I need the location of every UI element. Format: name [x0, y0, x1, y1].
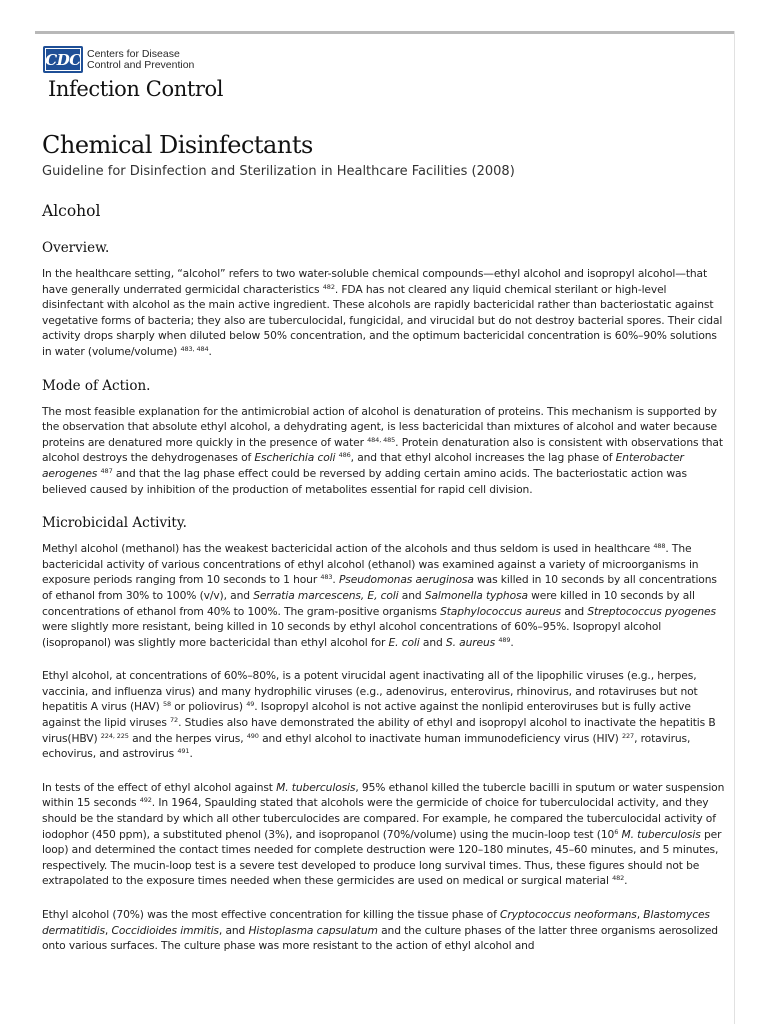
text-run: The most feasible explanation for the antimicrobial action of alcohol is denaturation of proteins. This mechanism is supported by the observation that absolute ethyl alcohol, a dehydrating agent, is less bactericidal than mixtures of alcohol and water because proteins are denatured more quickly in the presence of water [42, 404, 717, 449]
reference-citation: 482 [612, 874, 625, 883]
logo-line-2: Control and Prevention [87, 58, 195, 71]
text-run: and [419, 635, 446, 649]
article [42, 130, 726, 954]
text-run: were killed in 10 seconds by all concentrations of ethanol from 40% to 100%. The gram-positive organisms [42, 588, 695, 618]
text-run: and that the lag phase effect could be reversed by adding certain amino acids. The bacteriostatic action was believed caused by inhibition of the production of metabolites essential for rapid cell division. [42, 466, 687, 496]
text-run: or poliovirus) [170, 700, 247, 714]
body-paragraph [42, 266, 726, 360]
text-run: Ethyl alcohol, at concentrations of 60%–80%, is a potent virucidal agent inactivating all of the lipophilic viruses (e.g., herpes, vaccinia, and influenza virus) and many hydrophilic viruses (e.g., adenovirus, enterovirus, rhinovirus, and rotaviruses but not hepatitis A virus (HAV) [42, 669, 698, 714]
text-run: were slightly more resistant, being killed in 10 seconds by ethyl alcohol concentrations of 60%–95%. Isopropyl alcohol (isopropanol) was slightly more bactericidal than ethyl alcohol for [42, 620, 662, 649]
text-run: , [104, 923, 112, 937]
body-paragraph [42, 404, 726, 498]
reference-citation: 491 [177, 747, 190, 756]
reference-citation: 490 [246, 731, 259, 740]
text-run: , rotavirus, echovirus, and astrovirus [42, 731, 691, 761]
text-run: . FDA has not cleared any liquid chemical sterilant or high-level disinfectant with alcohol as the main active ingredient. These alcohols are rapidly bactericidal rather than bacteriostatic against vegetative forms of bacteria; they also are tuberculocidal, fungicidal, and virucidal but do not destroy bacterial spores. Their cidal activity drops sharply when diluted below 50% concentration, and the optimum bactericidal concentration is 60%–90% solutions in water (volume/volume) [42, 282, 723, 358]
cdc-logo-mark: CDC [43, 46, 83, 73]
text-run: In tests of the effect of ethyl alcohol against [42, 780, 277, 794]
text-run: . [624, 874, 628, 888]
reference-citation: 49 [246, 700, 255, 709]
text-run: and [561, 604, 588, 618]
subsection-heading: Microbicidal Activity. [42, 515, 187, 532]
reference-citation: 489 [498, 635, 511, 644]
text-run: . [510, 635, 514, 649]
organism-name: Blastomyces dermatitidis [42, 908, 710, 937]
text-run: . [332, 573, 339, 587]
text-run: . In 1964, Spaulding stated that alcohols were the germicide of choice for tuberculocidal activity, and they should be the standard by which all other tuberculocides are compared. For example, he compared the tuberculocidal activity of iodophor (450 ppm), a substituted phenol (3%), and isopropanol (70%/volume) using the mucin-loop test (10 [42, 796, 716, 841]
text-run: . The bactericidal activity of various concentrations of ethyl alcohol (ethanol) was examined against a variety of microorganisms in exposure periods ranging from 10 seconds to 1 hour [42, 542, 699, 587]
reference-citation: 72 [170, 716, 179, 725]
organism-name: Salmonella typhosa [424, 588, 528, 602]
organism-name: Coccidioides immitis [111, 923, 219, 937]
subsection-heading: Mode of Action. [42, 377, 151, 394]
reference-citation: 227 [622, 731, 635, 740]
organism-name: S. aureus [445, 635, 496, 649]
organism-name: Streptococcus pyogenes [587, 604, 716, 618]
sections-container [42, 238, 726, 954]
organism-name: M. tuberculosis [276, 780, 356, 794]
text-run: and the herpes virus, [128, 731, 247, 745]
reference-citation: 483 [320, 573, 333, 582]
reference-citation: 486 [338, 451, 351, 460]
reference-citation: 482 [322, 282, 335, 291]
text-run: and [398, 588, 425, 602]
text-run: and the culture phases of the latter three organisms aerosolized onto various surfaces. The culture phase was more resistant to the action of ethyl alcohol and [42, 923, 718, 953]
subsection-heading: Overview. [42, 240, 110, 256]
site-title[interactable]: Infection Control [48, 77, 224, 101]
organism-name: Pseudomonas aeruginosa [338, 573, 474, 587]
text-run: Methyl alcohol (methanol) has the weakest bactericidal action of the alcohols and thus seldom is used in healthcare [42, 542, 654, 556]
body-paragraph [42, 668, 726, 762]
organism-name: E. coli [388, 635, 420, 649]
right-border [734, 31, 735, 1024]
page-title: Chemical Disinfectants [42, 131, 313, 159]
text-run: . Protein denaturation also is consistent with observations that alcohol destroys the dehydrogenases of [42, 435, 723, 465]
organism-name: Staphylococcus aureus [440, 604, 561, 618]
reference-citation: 483, 484 [180, 344, 209, 353]
cdc-logo-text [87, 49, 194, 71]
text-run: Ethyl alcohol (70%) was the most effective concentration for killing the tissue phase of [42, 908, 500, 921]
text-run: , [636, 908, 644, 921]
organism-name: Enterobacter aerogenes [42, 451, 684, 480]
reference-citation: 492 [139, 796, 152, 805]
organism-name: Escherichia coli [254, 451, 336, 465]
reference-citation: 487 [100, 466, 113, 475]
reference-citation: 224, 225 [100, 731, 129, 740]
logo-line-1: Centers for Disease [87, 47, 180, 60]
text-run: . [208, 344, 212, 358]
page-subtitle: Guideline for Disinfection and Sterilization in Healthcare Facilities (2008) [42, 164, 515, 179]
section-heading-alcohol: Alcohol [42, 202, 101, 220]
text-run: . Isopropyl alcohol is not active against the nonlipid enteroviruses but is fully active against the lipid viruses [42, 700, 691, 730]
body-paragraph [42, 780, 726, 889]
top-divider [35, 31, 735, 34]
text-run: , and that ethyl alcohol increases the lag phase of [350, 451, 616, 465]
body-paragraph [42, 541, 726, 650]
organism-name: Histoplasma capsulatum [248, 923, 378, 937]
text-run: In the healthcare setting, “alcohol” refers to two water-soluble chemical compounds—ethyl alcohol and isopropyl alcohol—that have generally underrated germicidal characteristics [42, 267, 708, 296]
reference-citation: 58 [162, 700, 171, 709]
organism-name: Cryptococcus neoformans [500, 908, 637, 921]
reference-citation: 6 [614, 827, 619, 836]
body-paragraph [42, 907, 726, 954]
reference-citation: 484, 485 [367, 435, 396, 444]
text-run: . [189, 747, 193, 761]
reference-citation: 488 [653, 542, 666, 551]
cdc-logo[interactable] [43, 46, 194, 73]
organism-name: M. tuberculosis [621, 827, 701, 841]
text-run: . Studies also have demonstrated the ability of ethyl and isopropyl alcohol to inactivate the hepatitis B virus(HBV) [42, 716, 716, 745]
text-run: , and [218, 923, 249, 937]
text-run: and ethyl alcohol to inactivate human immunodeficiency virus (HIV) [258, 731, 623, 745]
text-run: per loop) and determined the contact times needed for complete destruction were 120–180 minutes, 45–60 minutes, and 5 minutes, respectively. The mucin-loop test is a severe test developed to produce long survival times. Thus, these figures should not be extrapolated to the exposure times needed when these germicides are used on medical or surgical material [42, 827, 722, 888]
text-run: was killed in 10 seconds by all concentrations of ethanol from 30% to 100% (v/v), and [42, 573, 717, 602]
organism-name: Serratia marcescens, E, coli [253, 588, 399, 602]
text-run: , 95% ethanol killed the tubercle bacilli in sputum or water suspension within 15 seconds [42, 780, 725, 810]
